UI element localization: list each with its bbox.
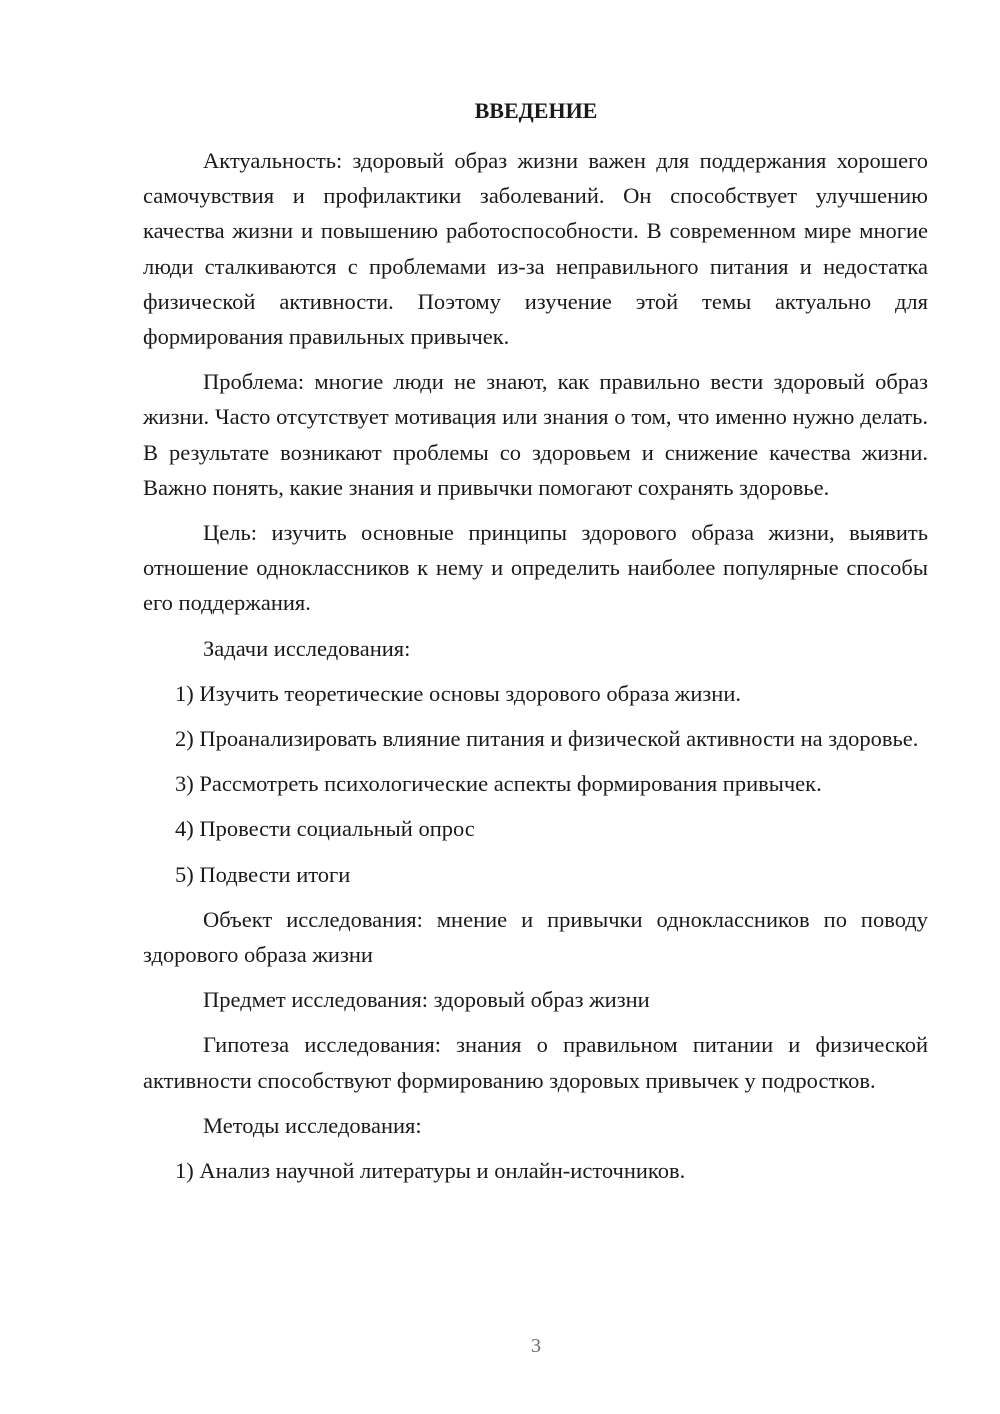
task-item: 1) Изучить теоретические основы здорового образа жизни. [175, 680, 741, 706]
task-item: 5) Подвести итоги [175, 861, 351, 887]
tasks-title: Задачи исследования: [203, 635, 411, 661]
object-paragraph: Объект исследования: мнение и привычки одноклассников по поводу здорового образа жизни [143, 906, 928, 968]
subject-paragraph: Предмет исследования: здоровый образ жизни [203, 987, 650, 1013]
method-item: 1) Анализ научной литературы и онлайн-источников. [175, 1158, 686, 1184]
methods-title: Методы исследования: [203, 1112, 422, 1138]
page-heading: ВВЕДЕНИЕ [474, 98, 598, 123]
task-item: 3) Рассмотреть психологические аспекты формирования привычек. [175, 771, 822, 797]
hypothesis-paragraph: Гипотеза исследования: знания о правильном питании и физической активности способствуют формированию здоровых привычек у подростков. [143, 1032, 928, 1093]
goal-paragraph: Цель: изучить основные принципы здорового образа жизни, выявить отношение одноклассников к нему и определить наиболее популярные способы его поддержания. [143, 520, 928, 616]
relevance-paragraph: Актуальность: здоровый образ жизни важен для поддержания хорошего самочувствия и профилактики заболеваний. Он способствует улучшению качества жизни и повышению работоспособности. В современном мире многие люди сталкиваются с проблемами из-за неправильного питания и недостатка физической активности. Поэтому изучение этой темы актуально для формирования правильных привычек. [143, 148, 928, 350]
task-item: 4) Провести социальный опрос [175, 816, 475, 842]
problem-paragraph: Проблема: многие люди не знают, как правильно вести здоровый образ жизни. Часто отсутствует мотивация или знания о том, что именно нужно делать. В результате возникают проблемы со здоровьем и снижение качества жизни. Важно понять, какие знания и привычки помогают сохранять здоровье. [143, 369, 928, 500]
page-number: 3 [531, 1335, 541, 1357]
task-item: 2) Проанализировать влияние питания и физической активности на здоровье. [175, 726, 919, 752]
document-body [143, 143, 928, 1198]
